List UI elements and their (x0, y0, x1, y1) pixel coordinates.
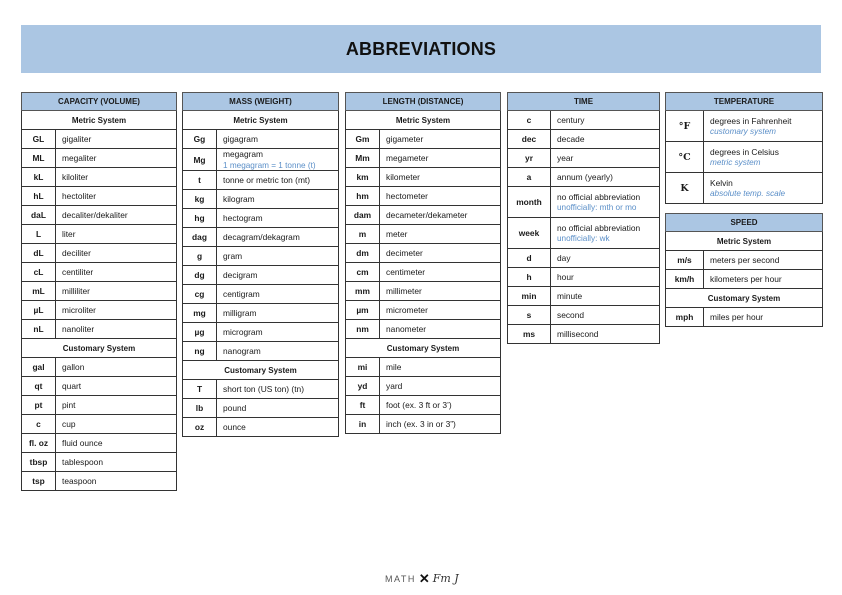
megagram-note: 1 megagram = 1 tonne (t) (223, 161, 316, 170)
brand-text: MATH (385, 573, 416, 584)
table-row: mi mile (346, 358, 501, 377)
celsius-symbol: °C (666, 142, 704, 173)
mass-header: MASS (WEIGHT) (183, 93, 339, 111)
table-row: Mm megameter (346, 149, 501, 168)
table-row: yd yard (346, 377, 501, 396)
table-row: cm centimeter (346, 263, 501, 282)
table-row: dL deciliter (22, 244, 177, 263)
table-row: daL decaliter/dekaliter (22, 206, 177, 225)
table-row: d day (508, 249, 660, 268)
table-row: hm hectometer (346, 187, 501, 206)
table-row: nm nanometer (346, 320, 501, 339)
table-row: m/s meters per second (666, 251, 823, 270)
table-row: h hour (508, 268, 660, 287)
table-row: dec decade (508, 130, 660, 149)
table-row: ML megaliter (22, 149, 177, 168)
temperature-header: TEMPERATURE (666, 93, 823, 111)
capacity-header: CAPACITY (VOLUME) (22, 93, 177, 111)
table-row: mL milliliter (22, 282, 177, 301)
table-row: µg microgram (183, 323, 339, 342)
table-row: kL kiloliter (22, 168, 177, 187)
table-row: m meter (346, 225, 501, 244)
table-row: L liter (22, 225, 177, 244)
table-row: µL microliter (22, 301, 177, 320)
fahrenheit-symbol: °F (666, 111, 704, 142)
speed-header: SPEED (666, 214, 823, 232)
capacity-metric-label: Metric System (22, 111, 177, 130)
mass-table (182, 92, 339, 437)
signature-logo: Fm J (432, 572, 459, 585)
footer-logo (385, 572, 459, 585)
speed-metric-label: Metric System (666, 232, 823, 251)
table-row: hL hectoliter (22, 187, 177, 206)
length-customary-label: Customary System (346, 339, 501, 358)
table-row: km/h kilometers per hour (666, 270, 823, 289)
table-row: GL gigaliter (22, 130, 177, 149)
table-row: T short ton (US ton) (tn) (183, 380, 339, 399)
table-row: gal gallon (22, 358, 177, 377)
table-row: dm decimeter (346, 244, 501, 263)
table-row: yr year (508, 149, 660, 168)
table-row: pt pint (22, 396, 177, 415)
mass-metric-label: Metric System (183, 111, 339, 130)
table-row: hg hectogram (183, 209, 339, 228)
table-row: ms millisecond (508, 325, 660, 344)
table-row: in inch (ex. 3 in or 3”) (346, 415, 501, 434)
table-row: mg milligram (183, 304, 339, 323)
time-table (507, 92, 660, 344)
table-row: ng nanogram (183, 342, 339, 361)
month-note: unofficially: mth or mo (557, 203, 637, 212)
table-row: c century (508, 111, 660, 130)
table-row: Gg gigagram (183, 130, 339, 149)
table-row: mm millimeter (346, 282, 501, 301)
table-row: Mg megagram 1 megagram = 1 tonne (t) (183, 149, 339, 171)
speed-customary-label: Customary System (666, 289, 823, 308)
table-row: lb pound (183, 399, 339, 418)
title-banner (21, 25, 821, 73)
table-row: c cup (22, 415, 177, 434)
table-row: °F degrees in Fahrenheit customary system (666, 111, 823, 142)
table-row: dag decagram/dekagram (183, 228, 339, 247)
table-row: km kilometer (346, 168, 501, 187)
table-row: °C degrees in Celsius metric system (666, 142, 823, 173)
table-row: oz ounce (183, 418, 339, 437)
table-row: fl. oz fluid ounce (22, 434, 177, 453)
table-row: month no official abbreviation unofficially: mth or mo (508, 187, 660, 218)
table-row: ft foot (ex. 3 ft or 3’) (346, 396, 501, 415)
table-row: t tonne or metric ton (mt) (183, 171, 339, 190)
table-row: tbsp tablespoon (22, 453, 177, 472)
table-row: dg decigram (183, 266, 339, 285)
table-row: dam decameter/dekameter (346, 206, 501, 225)
length-table (345, 92, 501, 434)
table-row: week no official abbreviation unofficially: wk (508, 218, 660, 249)
table-row: s second (508, 306, 660, 325)
kelvin-symbol: K (666, 173, 704, 204)
speed-table (665, 213, 823, 327)
capacity-table (21, 92, 177, 491)
cross-icon: ✕ (418, 570, 430, 586)
table-row: K Kelvin absolute temp. scale (666, 173, 823, 204)
table-row: kg kilogram (183, 190, 339, 209)
table-row: nL nanoliter (22, 320, 177, 339)
mass-customary-label: Customary System (183, 361, 339, 380)
length-metric-label: Metric System (346, 111, 501, 130)
time-header: TIME (508, 93, 660, 111)
table-row: g gram (183, 247, 339, 266)
length-header: LENGTH (DISTANCE) (346, 93, 501, 111)
table-row: a annum (yearly) (508, 168, 660, 187)
table-row: tsp teaspoon (22, 472, 177, 491)
temperature-table (665, 92, 823, 204)
table-row: cg centigram (183, 285, 339, 304)
week-note: unofficially: wk (557, 234, 610, 243)
table-row: cL centiliter (22, 263, 177, 282)
table-row: mph miles per hour (666, 308, 823, 327)
table-row: Gm gigameter (346, 130, 501, 149)
table-row: min minute (508, 287, 660, 306)
table-row: qt quart (22, 377, 177, 396)
page-title: ABBREVIATIONS (345, 38, 497, 59)
capacity-customary-label: Customary System (22, 339, 177, 358)
table-row: µm micrometer (346, 301, 501, 320)
